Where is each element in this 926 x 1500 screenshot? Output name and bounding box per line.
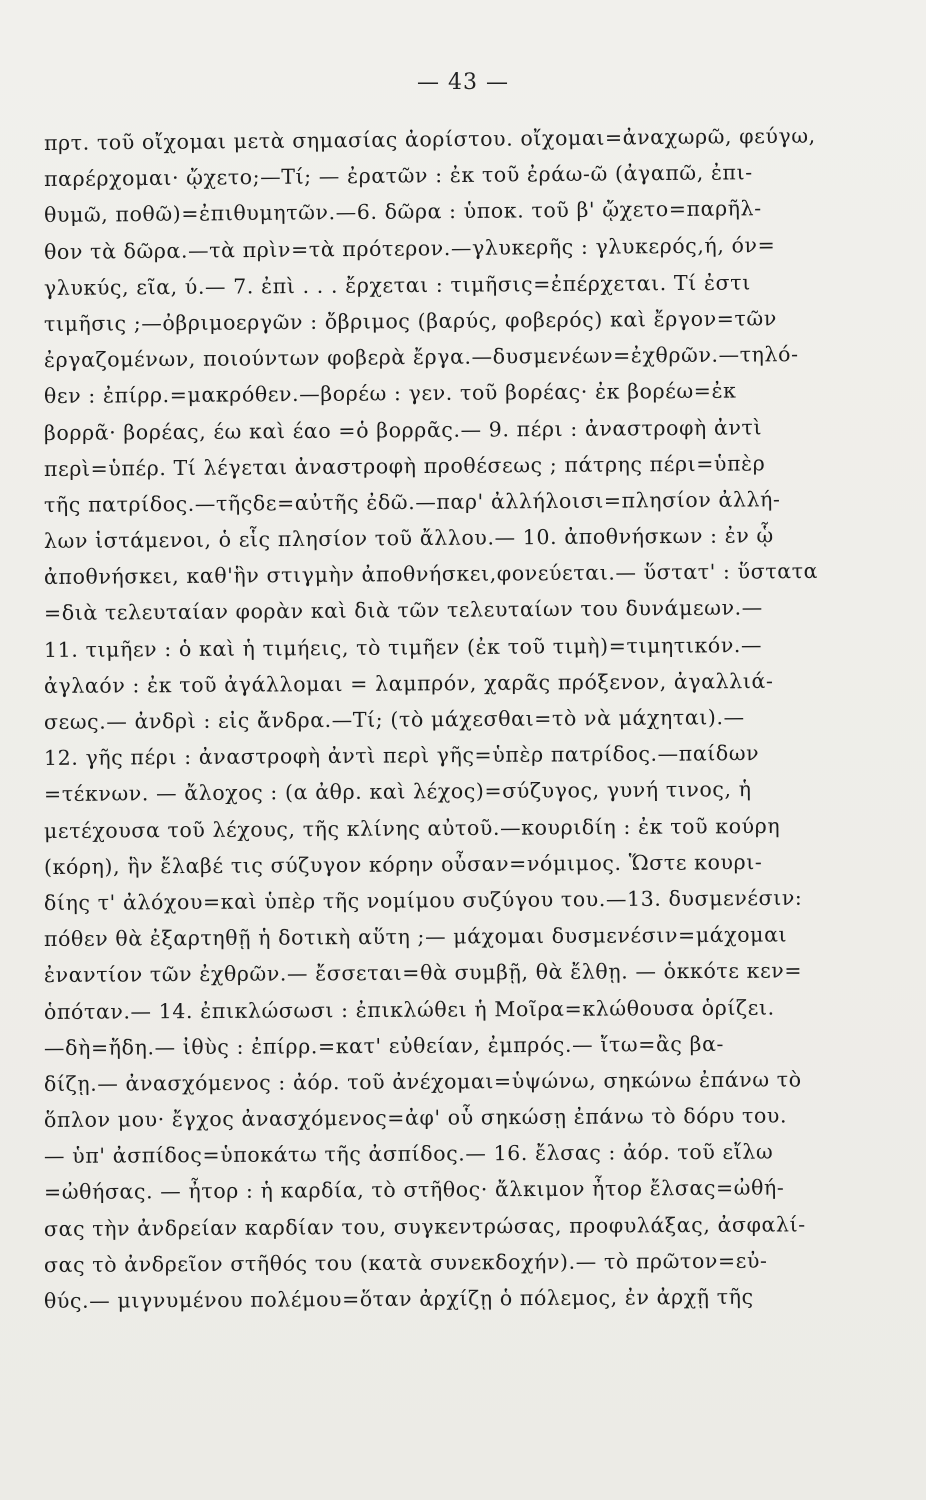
text-line: =τέκνων. — ἄλοχος : (α ἀθρ. καὶ λέχος)=σύζυγος, γυνή τινος, ἡ — [43, 777, 752, 807]
text-line: ἐργαζομένων, ποιούντων φοβερὰ ἔργα.—δυσμενέων=ἐχθρῶν.—τηλό- — [43, 342, 799, 373]
text-line: τιμῆσις ;—ὀβριμοεργῶν : ὄβριμος (βαρύς, φοβερός) καὶ ἔργον=τῶν — [43, 306, 777, 336]
text-line: μετέχουσα τοῦ λέχους, τῆς κλίνης αὐτοῦ.—κουριδίη : ἐκ τοῦ κούρη — [43, 813, 781, 843]
text-line: τῆς πατρίδος.—τῆςδε=αὐτῆς ἐδῶ.—παρ' ἀλλήλοισι=πλησίον ἀλλή- — [43, 487, 781, 517]
text-line: ὁπόταν.— 14. ἐπικλώσωσι : ἐπικλώθει ἡ Μοῖρα=κλώθουσα ὁρίζει. — [43, 995, 775, 1024]
text-line: σεως.— ἀνδρὶ : εἰς ἄνδρα.—Τί; (τὸ μάχεσθαι=τὸ νὰ μάχηται).— — [43, 705, 745, 734]
text-line: =ὠθήσας. — ἦτορ : ἡ καρδία, τὸ στῆθος· ἄλκιμον ἦτορ ἔλσας=ὠθή- — [43, 1175, 785, 1205]
text-line: σας τὸ ἀνδρεῖον στῆθός του (κατὰ συνεκδοχήν).— τὸ πρῶτον=εὐ- — [43, 1248, 768, 1277]
text-line: —δὴ=ἤδη.— ἰθὺς : ἐπίρρ.=κατ' εὐθείαν, ἐμπρός.— ἴτω=ἂς βα- — [43, 1031, 725, 1060]
text-line: γλυκύς, εῖα, ύ.— 7. ἐπὶ . . . ἔρχεται : τιμῆσις=ἐπέρχεται. Τί ἐστι — [43, 270, 751, 300]
text-line: λων ἱστάμενοι, ὁ εἷς πλησίον τοῦ ἄλλου.— 10. ἀποθνήσκων : ἐν ᾧ — [43, 523, 774, 554]
text-line: περὶ=ὑπέρ. Τί λέγεται ἀναστροφὴ προθέσεως ; πάτρης πέρι=ὑπὲρ — [43, 451, 766, 481]
text-line: ἀποθνήσκει, καθ'ἣν στιγμὴν ἀποθνήσκει,φονεύεται.— ὕστατ' : ὕστατα — [43, 559, 819, 590]
text-line: δίζῃ.— ἀνασχόμενος : ἀόρ. τοῦ ἀνέχομαι=ὑψώνω, σηκώνω ἐπάνω τὸ — [43, 1067, 802, 1096]
text-line: ἐναντίον τῶν ἐχθρῶν.— ἔσσεται=θὰ συμβῇ, θὰ ἔλθῃ. — ὁκκότε κεν= — [43, 958, 803, 988]
text-line: =διὰ τελευταίαν φορὰν καὶ διὰ τῶν τελευταίων του δυνάμεων.— — [43, 595, 763, 626]
text-line: ὅπλον μου· ἔγχος ἀνασχόμενος=ἀφ' οὗ σηκώσῃ ἐπάνω τὸ δόρυ του. — [43, 1103, 788, 1133]
text-line: ἀγλαόν : ἐκ τοῦ ἀγάλλομαι = λαμπρόν, χαρᾶς πρόξενον, ἀγαλλιά- — [43, 668, 774, 698]
text-line: θύς.— μιγνυμένου πολέμου=ὅταν ἀρχίζῃ ὁ πόλεμος, ἐν ἀρχῇ τῆς — [43, 1284, 754, 1313]
text-line: 12. γῆς πέρι : ἀναστροφὴ ἀντὶ περὶ γῆς=ὑπὲρ πατρίδος.—παίδων — [43, 741, 760, 771]
text-line: σας τὴν ἀνδρείαν καρδίαν του, συγκεντρώσας, προφυλάξας, ἀσφαλί- — [43, 1211, 806, 1241]
text-line: θον τὰ δῶρα.—τὰ πρὶν=τὰ πρότερον.—γλυκερῆς : γλυκερός,ή, όν= — [43, 232, 776, 264]
text-line: πρτ. τοῦ οἴχομαι μετὰ σημασίας ἀορίστου. οἴχομαι=ἀναχωρῶ, φεύγω, — [43, 123, 816, 155]
text-line: 11. τιμῆεν : ὁ καὶ ἡ τιμήεις, τὸ τιμῆεν (ἐκ τοῦ τιμὴ)=τιμητικόν.— — [43, 632, 763, 662]
text-line: θυμῶ, ποθῶ)=ἐπιθυμητῶν.—6. δῶρα : ὑποκ. τοῦ β' ᾤχετο=παρῆλ- — [43, 196, 762, 228]
text-line: θεν : ἐπίρρ.=μακρόθεν.—βορέω : γεν. τοῦ βορέας· ἐκ βορέω=ἐκ — [43, 378, 737, 409]
text-line: δίης τ' ἀλόχου=καὶ ὑπὲρ τῆς νομίμου συζύγου του.—13. δυσμενέσιν: — [43, 885, 803, 915]
text-line: (κόρη), ἣν ἔλαβέ τις σύζυγον κόρην οὖσαν=νόμιμος. Ὥστε κουρι- — [43, 849, 763, 879]
text-line: βορρᾶ· βορέας, έω καὶ έαο =ὁ βορρᾶς.— 9. πέρι : ἀναστροφὴ ἀντὶ — [43, 414, 763, 445]
commentary-text — [44, 125, 884, 1319]
page-number: — 43 — — [417, 70, 509, 95]
text-line: παρέρχομαι· ᾤχετο;—Τί; — ἐρατῶν : ἐκ τοῦ ἐράω-ῶ (ἀγαπῶ, ἐπι- — [43, 160, 753, 192]
text-line: — ὑπ' ἀσπίδος=ὑποκάτω τῆς ἀσπίδος.— 16. ἔλσας : ἀόρ. τοῦ εἴλω — [43, 1139, 774, 1169]
text-line: πόθεν θὰ ἐξαρτηθῇ ἡ δοτικὴ αὕτη ;— μάχομαι δυσμενέσιν=μάχομαι — [43, 922, 788, 952]
